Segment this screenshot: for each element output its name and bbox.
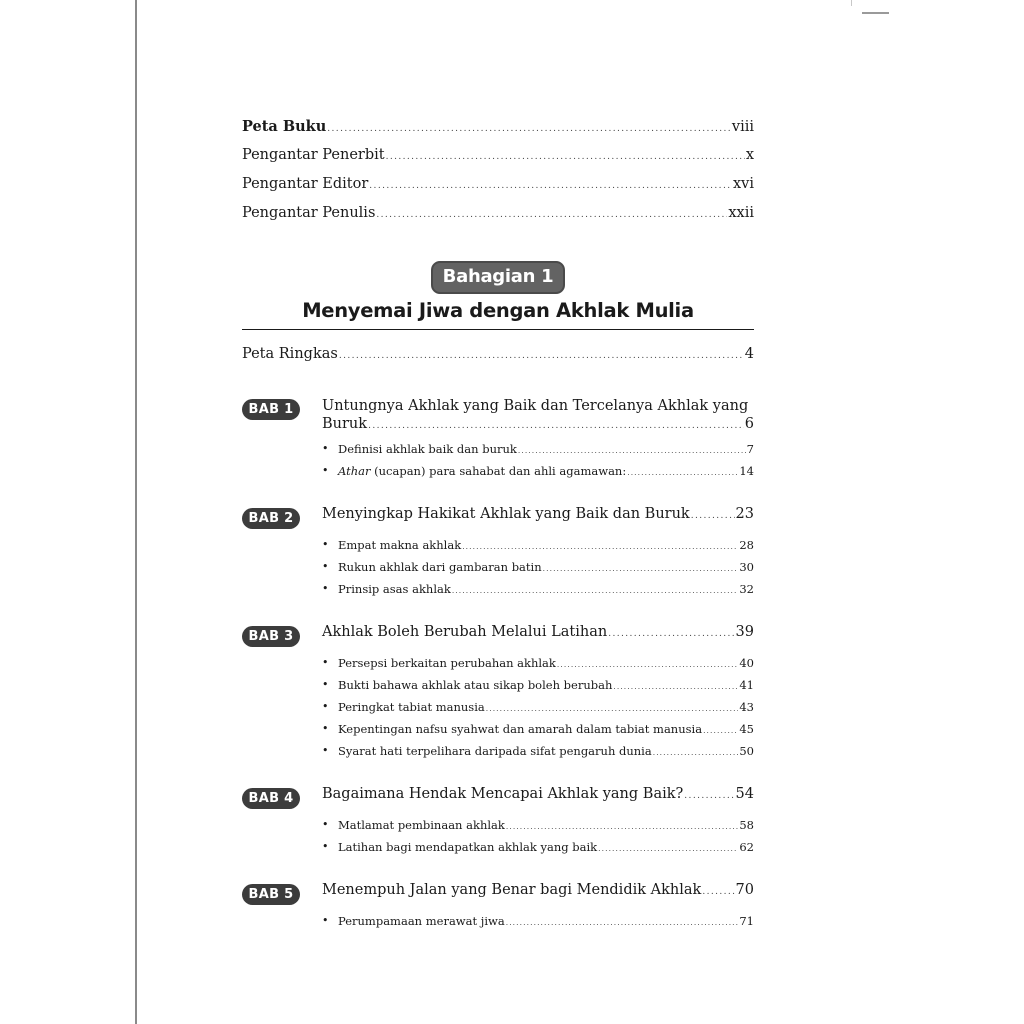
chapter-badge: BAB 5 — [242, 884, 300, 905]
topic-item — [322, 582, 754, 604]
chapter-title-line2: Buruk — [322, 416, 368, 432]
topic-page: 58 — [739, 818, 754, 832]
part-divider — [242, 329, 754, 330]
chapter-title-row — [322, 506, 754, 532]
chapter-title: Akhlak Boleh Berubah Melalui Latihan — [322, 624, 608, 640]
topic-page: 45 — [739, 722, 754, 736]
dot-leader — [702, 887, 734, 897]
chapter-title-row — [322, 624, 754, 650]
dot-leader — [627, 468, 738, 477]
topic-label-rest: (ucapan) para sahabat dan ahli agamawan: — [370, 464, 627, 478]
dot-leader — [608, 629, 734, 639]
dot-leader — [613, 682, 738, 691]
dot-leader — [486, 704, 739, 713]
bullet-icon: • — [322, 678, 329, 691]
chapter-badge: BAB 1 — [242, 399, 300, 420]
dot-leader — [598, 844, 738, 853]
topic-label: Matlamat pembinaan akhlak — [338, 818, 505, 832]
chapter-title: Menempuh Jalan yang Benar bagi Mendidik Akhlak — [322, 882, 702, 898]
chapter-title-row — [322, 786, 754, 812]
dot-leader — [386, 152, 745, 162]
topic-page: 43 — [739, 700, 754, 714]
toc-entry — [242, 147, 754, 176]
corner-tick — [851, 0, 852, 6]
topic-page: 14 — [739, 464, 754, 478]
topic-label: Perumpamaan merawat jiwa — [338, 914, 505, 928]
topic-page: 40 — [739, 656, 754, 670]
topic-label: Kepentingan nafsu syahwat dan amarah dalam tabiat manusia — [338, 722, 703, 736]
chapter-title-row — [322, 882, 754, 908]
topic-label — [338, 464, 626, 478]
toc-entry — [242, 205, 754, 234]
topic-label: Latihan bagi mendapatkan akhlak yang baik — [338, 840, 598, 854]
topic-list — [322, 538, 754, 604]
topic-item — [322, 538, 754, 560]
topic-label: Syarat hati terpelihara daripada sifat pengaruh dunia — [338, 744, 652, 758]
dot-leader — [703, 726, 738, 735]
dot-leader — [506, 918, 739, 927]
topic-item — [322, 656, 754, 678]
topic-page: 7 — [746, 442, 754, 456]
toc-entry-page: xvi — [732, 176, 754, 192]
bullet-icon: • — [322, 464, 329, 477]
part-header — [242, 261, 754, 294]
topic-page: 30 — [739, 560, 754, 574]
dot-leader — [369, 181, 732, 191]
toc-entry-label: Peta Ringkas — [242, 346, 338, 362]
toc-entry-page: x — [745, 147, 754, 163]
topic-page: 71 — [739, 914, 754, 928]
chapter-entry — [242, 624, 754, 766]
bullet-icon: • — [322, 656, 329, 669]
bullet-icon: • — [322, 914, 329, 927]
toc-entry — [242, 118, 754, 147]
topic-item — [322, 442, 754, 464]
bullet-icon: • — [322, 818, 329, 831]
topic-item — [322, 560, 754, 582]
topic-list — [322, 818, 754, 862]
bullet-icon: • — [322, 840, 329, 853]
topic-item — [322, 744, 754, 766]
dot-leader — [684, 791, 734, 801]
chapter-page: 23 — [735, 506, 754, 522]
topic-page: 28 — [739, 538, 754, 552]
dot-leader — [452, 586, 739, 595]
dot-leader — [653, 748, 739, 757]
toc-entry-label: Pengantar Editor — [242, 176, 369, 192]
table-of-contents — [242, 118, 754, 936]
bullet-icon: • — [322, 582, 329, 595]
dot-leader — [368, 421, 744, 431]
toc-entry — [242, 346, 754, 375]
chapter-title: Untungnya Akhlak yang Baik dan Tercelanya Akhlak yang — [322, 398, 749, 414]
front-matter — [242, 118, 754, 234]
topic-item — [322, 840, 754, 862]
chapter-entry — [242, 506, 754, 604]
toc-entry-page: 4 — [744, 346, 754, 362]
chapter-title-continued — [322, 416, 754, 436]
bullet-icon: • — [322, 560, 329, 573]
chapter-title: Bagaimana Hendak Mencapai Akhlak yang Baik? — [322, 786, 684, 802]
toc-entry-label: Pengantar Penulis — [242, 205, 376, 221]
topic-list — [322, 914, 754, 936]
topic-item — [322, 464, 754, 486]
toc-entry-label: Pengantar Penerbit — [242, 147, 385, 163]
bullet-icon: • — [322, 538, 329, 551]
dot-leader — [557, 660, 738, 669]
corner-mark — [862, 12, 889, 14]
toc-entry-label: Peta Buku — [242, 118, 327, 135]
chapter-entry — [242, 882, 754, 936]
topic-label: Bukti bahawa akhlak atau sikap boleh berubah — [338, 678, 613, 692]
page-edge — [135, 0, 137, 1024]
topic-page: 62 — [739, 840, 754, 854]
topic-list — [322, 656, 754, 766]
dot-leader — [691, 511, 735, 521]
chapter-entry — [242, 397, 754, 486]
topic-label: Persepsi berkaitan perubahan akhlak — [338, 656, 556, 670]
dot-leader — [339, 351, 744, 361]
topic-label: Rukun akhlak dari gambaran batin — [338, 560, 542, 574]
bullet-icon: • — [322, 744, 329, 757]
part-title: Menyemai Jiwa dengan Akhlak Mulia — [302, 299, 694, 322]
bullet-icon: • — [322, 700, 329, 713]
chapter-page: 70 — [735, 882, 754, 898]
topic-label: Prinsip asas akhlak — [338, 582, 451, 596]
topic-page: 41 — [739, 678, 754, 692]
dot-leader — [518, 446, 746, 455]
chapter-page: 54 — [735, 786, 754, 802]
topic-item — [322, 700, 754, 722]
topic-label-italic: Athar — [338, 464, 371, 478]
topic-label: Definisi akhlak baik dan buruk — [338, 442, 517, 456]
topic-item — [322, 818, 754, 840]
chapter-badge: BAB 3 — [242, 626, 300, 647]
dot-leader — [506, 822, 739, 831]
dot-leader — [376, 210, 727, 220]
chapter-title: Menyingkap Hakikat Akhlak yang Baik dan Buruk — [322, 506, 690, 522]
topic-item — [322, 722, 754, 744]
part-badge: Bahagian 1 — [431, 261, 566, 294]
chapter-badge: BAB 2 — [242, 508, 300, 529]
topic-item — [322, 914, 754, 936]
dot-leader — [543, 564, 739, 573]
topic-list — [322, 442, 754, 486]
chapter-page: 39 — [735, 624, 754, 640]
toc-entry-page: xxii — [728, 205, 754, 221]
dot-leader — [327, 124, 731, 134]
chapter-badge: BAB 4 — [242, 788, 300, 809]
toc-entry — [242, 176, 754, 205]
bullet-icon: • — [322, 722, 329, 735]
toc-entry-page: viii — [731, 119, 754, 135]
chapter-entry — [242, 786, 754, 862]
topic-page: 50 — [739, 744, 754, 758]
topic-label: Peringkat tabiat manusia — [338, 700, 485, 714]
bullet-icon: • — [322, 442, 329, 455]
dot-leader — [462, 542, 738, 551]
topic-page: 32 — [739, 582, 754, 596]
chapter-page: 6 — [744, 416, 754, 432]
topic-item — [322, 678, 754, 700]
topic-label: Empat makna akhlak — [338, 538, 462, 552]
